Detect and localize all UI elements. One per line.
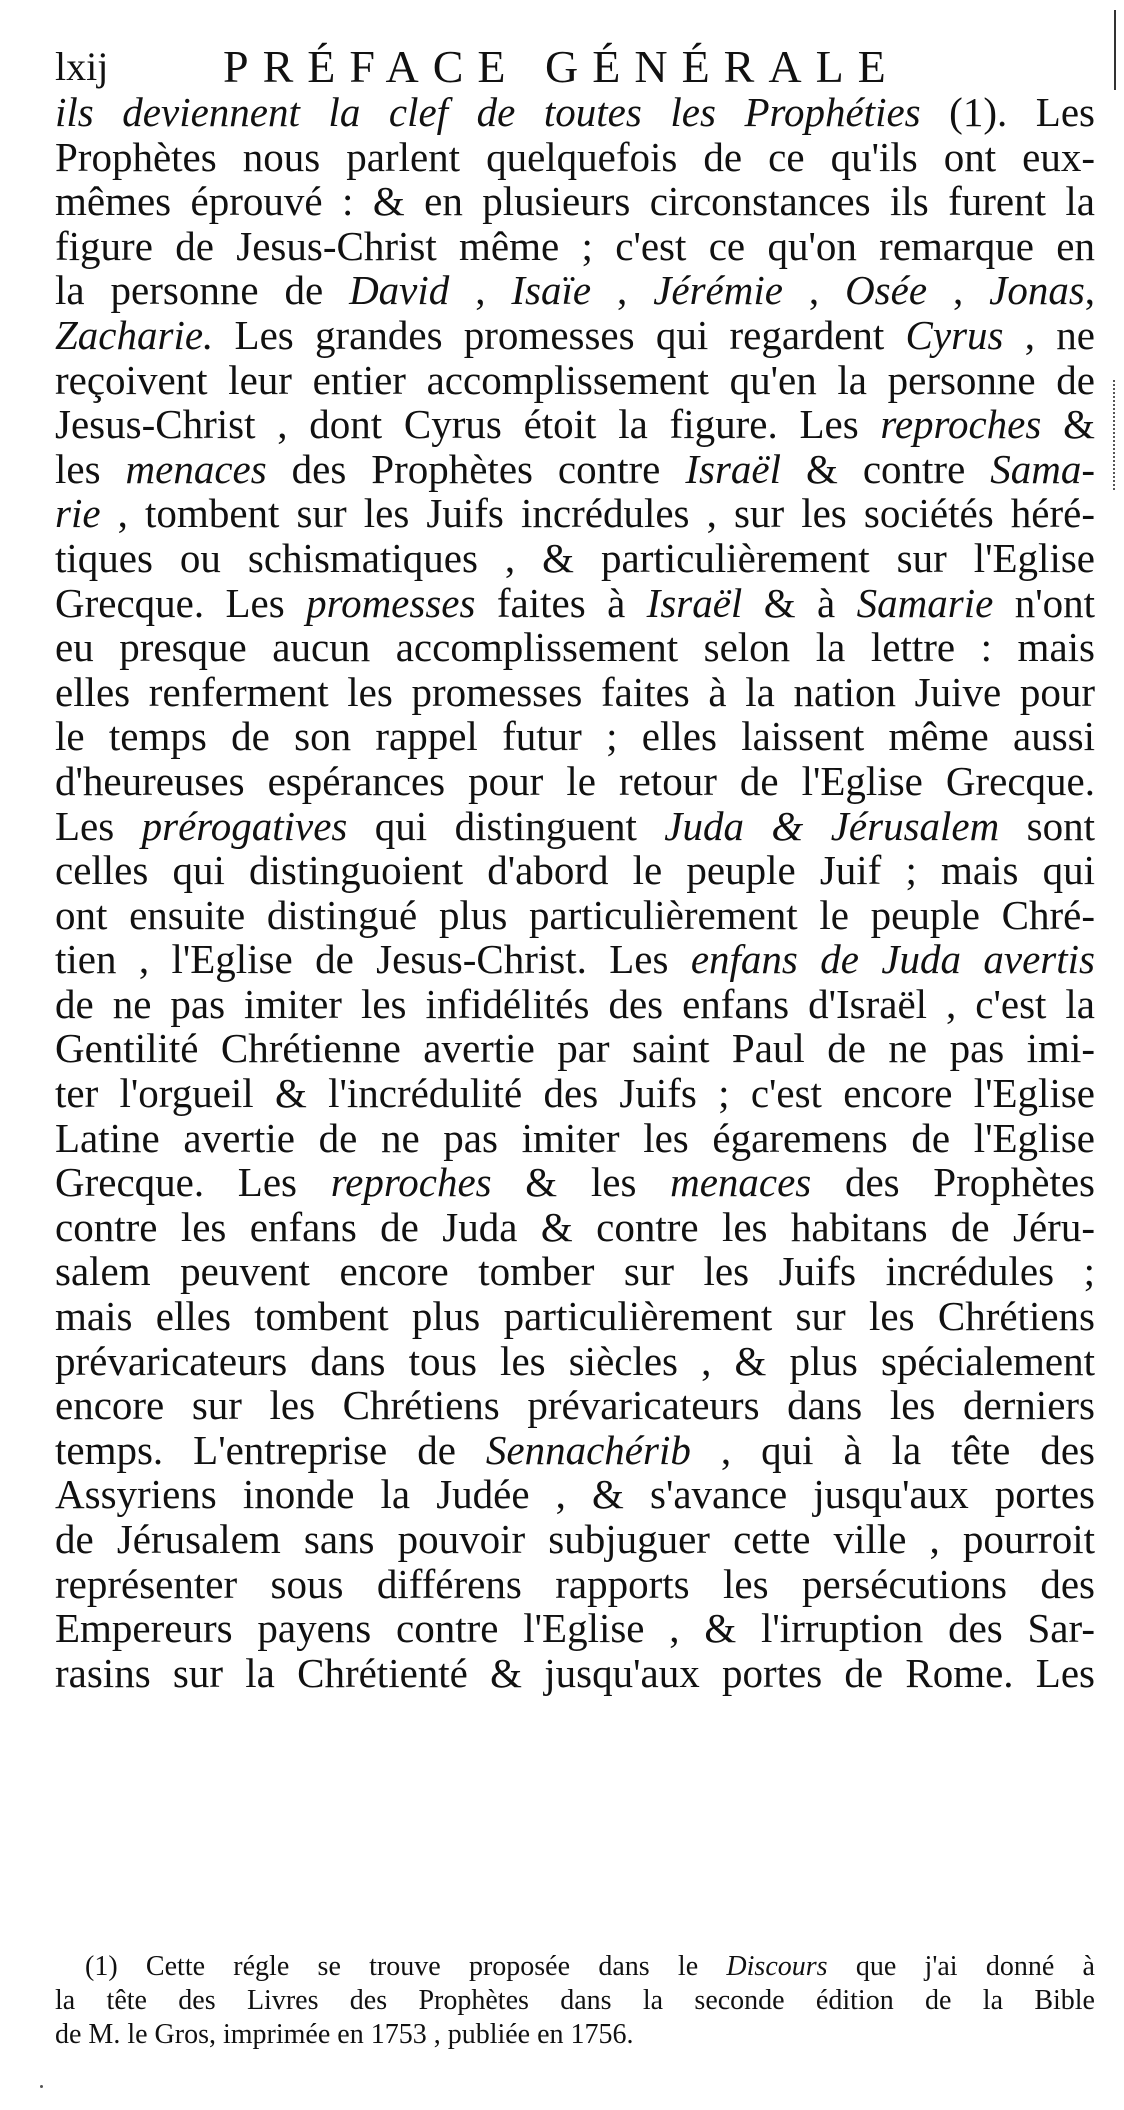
italic-text: Juda & Jérusalem <box>664 802 1000 849</box>
italic-text: Samarie <box>856 579 994 626</box>
text-run: Gentilité Chrétienne avertie par saint Paul de ne pas imi- <box>55 1025 1095 1072</box>
text-run: , <box>591 267 654 314</box>
page-edge-dots <box>1113 380 1118 490</box>
text-run: prévaricateurs dans tous les siècles , & plus spécialement <box>55 1337 1095 1384</box>
italic-text: Isaïe <box>511 267 592 314</box>
italic-text: ils deviennent la clef de toutes les Prophéties <box>55 89 921 135</box>
italic-text: Jonas <box>989 267 1085 314</box>
text-line <box>55 179 1095 224</box>
text-run: de M. le Gros, imprimée en 1753 , publiée en 1756. <box>55 2019 634 2050</box>
text-run: Grecque. Les <box>55 579 307 626</box>
text-run: & contre <box>781 445 991 492</box>
text-run: de Jérusalem sans pouvoir subjuguer cette ville , pourroit <box>55 1516 1095 1562</box>
italic-text: Israël <box>646 579 743 626</box>
text-run: n'ont <box>993 579 1096 626</box>
text-run: d'heureuses espérances pour le retour de l'Eglise Grecque. <box>55 757 1095 804</box>
text-run: mêmes éprouvé : & en plusieurs circonstances ils furent la <box>55 178 1095 225</box>
italic-text: Osée <box>845 267 928 314</box>
text-line <box>55 714 1095 759</box>
text-line <box>55 1116 1095 1161</box>
text-line <box>55 491 1095 536</box>
text-line <box>55 1428 1095 1473</box>
text-line <box>55 804 1095 849</box>
italic-text: reproches <box>330 1159 492 1206</box>
text-line <box>55 893 1095 938</box>
footnote <box>55 1950 1095 2052</box>
italic-text: Jérémie <box>653 267 783 314</box>
text-run: , <box>1084 267 1096 314</box>
italic-text: Cyrus <box>905 311 1004 358</box>
text-run: les <box>55 445 126 492</box>
text-run: tiques ou schismatiques , & particulièrement sur l'Eglise <box>55 534 1095 581</box>
text-run: ter l'orgueil & l'incrédulité des Juifs ; c'est encore l'Eglise <box>55 1070 1095 1117</box>
text-run: la tête des Livres des Prophètes dans la seconde édition de la Bible <box>55 1985 1095 2016</box>
text-line <box>55 670 1095 715</box>
text-run: ont ensuite distingué plus particulièrement le peuple Chré- <box>55 891 1095 938</box>
text-line <box>55 759 1095 804</box>
text-run: (1) Cette régle se trouve proposée dans le <box>85 1951 727 1982</box>
footnote-line <box>55 2018 1095 2052</box>
text-run: Les <box>55 802 142 849</box>
text-line <box>55 224 1095 269</box>
text-run: , <box>927 267 990 314</box>
text-line <box>55 982 1095 1027</box>
text-line <box>55 1472 1095 1517</box>
page-number: lxij <box>55 44 109 89</box>
text-run: figure de Jesus-Christ même ; c'est ce qu'on remarque en <box>55 222 1095 269</box>
text-run: de ne pas imiter les infidélités des enfans d'Israël , c'est la <box>55 980 1095 1027</box>
italic-text: Zacharie. <box>55 311 214 358</box>
text-run: que j'ai donné à <box>827 1951 1095 1982</box>
text-line <box>55 1160 1095 1205</box>
text-line <box>55 937 1095 982</box>
text-run: Prophètes nous parlent quelquefois de ce qu'ils ont eux- <box>55 133 1095 180</box>
italic-text: David <box>349 267 450 314</box>
text-run: qui distinguent <box>347 802 665 849</box>
text-run: , qui à la tête des <box>690 1426 1096 1473</box>
italic-text: enfans de Juda avertis <box>690 936 1095 983</box>
text-run: temps. L'entreprise de <box>55 1426 486 1473</box>
text-run: des Prophètes <box>811 1159 1096 1206</box>
text-line <box>55 402 1095 447</box>
text-line <box>55 536 1095 581</box>
italic-text: promesses <box>306 579 476 626</box>
italic-text: Israël <box>685 445 781 492</box>
text-line <box>55 848 1095 893</box>
text-line <box>55 1606 1095 1651</box>
text-run: & les <box>491 1159 671 1206</box>
text-run: , ne <box>1003 311 1095 358</box>
text-line <box>55 1339 1095 1384</box>
italic-text: Sennachérib <box>485 1426 691 1473</box>
text-run: celles qui distinguoient d'abord le peuple Juif ; mais qui <box>55 847 1095 894</box>
text-line <box>55 581 1095 626</box>
text-run: Les grandes promesses qui regardent <box>213 311 906 358</box>
text-run: Latine avertie de ne pas imiter les égaremens de l'Eglise <box>55 1114 1095 1161</box>
text-run: sont <box>999 802 1096 849</box>
text-run: Assyriens inonde la Judée , & s'avance jusqu'aux portes <box>55 1471 1095 1518</box>
text-line <box>55 1205 1095 1250</box>
text-run: représenter sous différens rapports les persécutions des <box>55 1560 1095 1607</box>
text-run: la personne de <box>55 267 350 314</box>
italic-text: rie <box>55 490 101 537</box>
main-text <box>55 90 1095 1695</box>
italic-text: menaces <box>670 1159 812 1206</box>
text-line <box>55 1562 1095 1607</box>
italic-text: Discours <box>726 1951 828 1982</box>
text-run: salem peuvent encore tomber sur les Juifs incrédules ; <box>55 1248 1095 1295</box>
text-line <box>55 135 1095 180</box>
text-line <box>55 1249 1095 1294</box>
text-run: & <box>1041 401 1095 448</box>
text-line <box>55 268 1095 313</box>
text-run: , <box>449 267 512 314</box>
text-run: faites à <box>475 579 647 626</box>
text-run: des Prophètes contre <box>266 445 686 492</box>
italic-text: reproches <box>880 401 1042 448</box>
text-line <box>55 313 1095 358</box>
text-run: Empereurs payens contre l'Eglise , & l'irruption des Sar- <box>55 1605 1095 1652</box>
italic-text: prérogatives <box>141 802 348 849</box>
text-run: , <box>782 267 846 314</box>
text-run: le temps de son rappel futur ; elles laissent même aussi <box>55 713 1095 760</box>
footnote-line <box>55 1950 1095 1984</box>
text-run: Grecque. Les <box>55 1159 331 1206</box>
text-run: (1). Les <box>920 89 1095 135</box>
text-run: eu presque aucun accomplissement selon la lettre : mais <box>55 624 1095 671</box>
text-run: mais elles tombent plus particulièrement sur les Chrétiens <box>55 1293 1095 1340</box>
text-run: encore sur les Chrétiens prévaricateurs dans les derniers <box>55 1382 1095 1429</box>
text-line <box>55 1651 1095 1696</box>
text-run: rasins sur la Chrétienté & jusqu'aux portes de Rome. Les <box>55 1649 1095 1696</box>
text-line <box>55 1517 1095 1562</box>
text-run: elles renferment les promesses faites à la nation Juive pour <box>55 668 1095 715</box>
text-line <box>55 358 1095 403</box>
page-edge-mark <box>1114 10 1116 90</box>
text-run: tien , l'Eglise de Jesus-Christ. Les <box>55 936 691 983</box>
text-run: reçoivent leur entier accomplissement qu'en la personne de <box>55 356 1095 403</box>
italic-text: menaces <box>125 445 267 492</box>
text-run: & à <box>742 579 857 626</box>
text-line <box>55 1071 1095 1116</box>
text-line <box>55 1026 1095 1071</box>
running-title: PRÉFACE GÉNÉRALE <box>223 41 900 92</box>
margin-speck <box>40 2085 43 2088</box>
text-line <box>55 90 1095 135</box>
italic-text: Sama- <box>990 445 1095 492</box>
text-line <box>55 1383 1095 1428</box>
text-run: contre les enfans de Juda & contre les habitans de Jéru- <box>55 1203 1095 1250</box>
text-run: Jesus-Christ , dont Cyrus étoit la figure. Les <box>55 401 881 448</box>
text-line <box>55 1294 1095 1339</box>
text-line <box>55 447 1095 492</box>
footnote-line <box>55 1984 1095 2018</box>
text-line <box>55 625 1095 670</box>
text-run: , tombent sur les Juifs incrédules , sur les sociétés héré- <box>100 490 1095 537</box>
